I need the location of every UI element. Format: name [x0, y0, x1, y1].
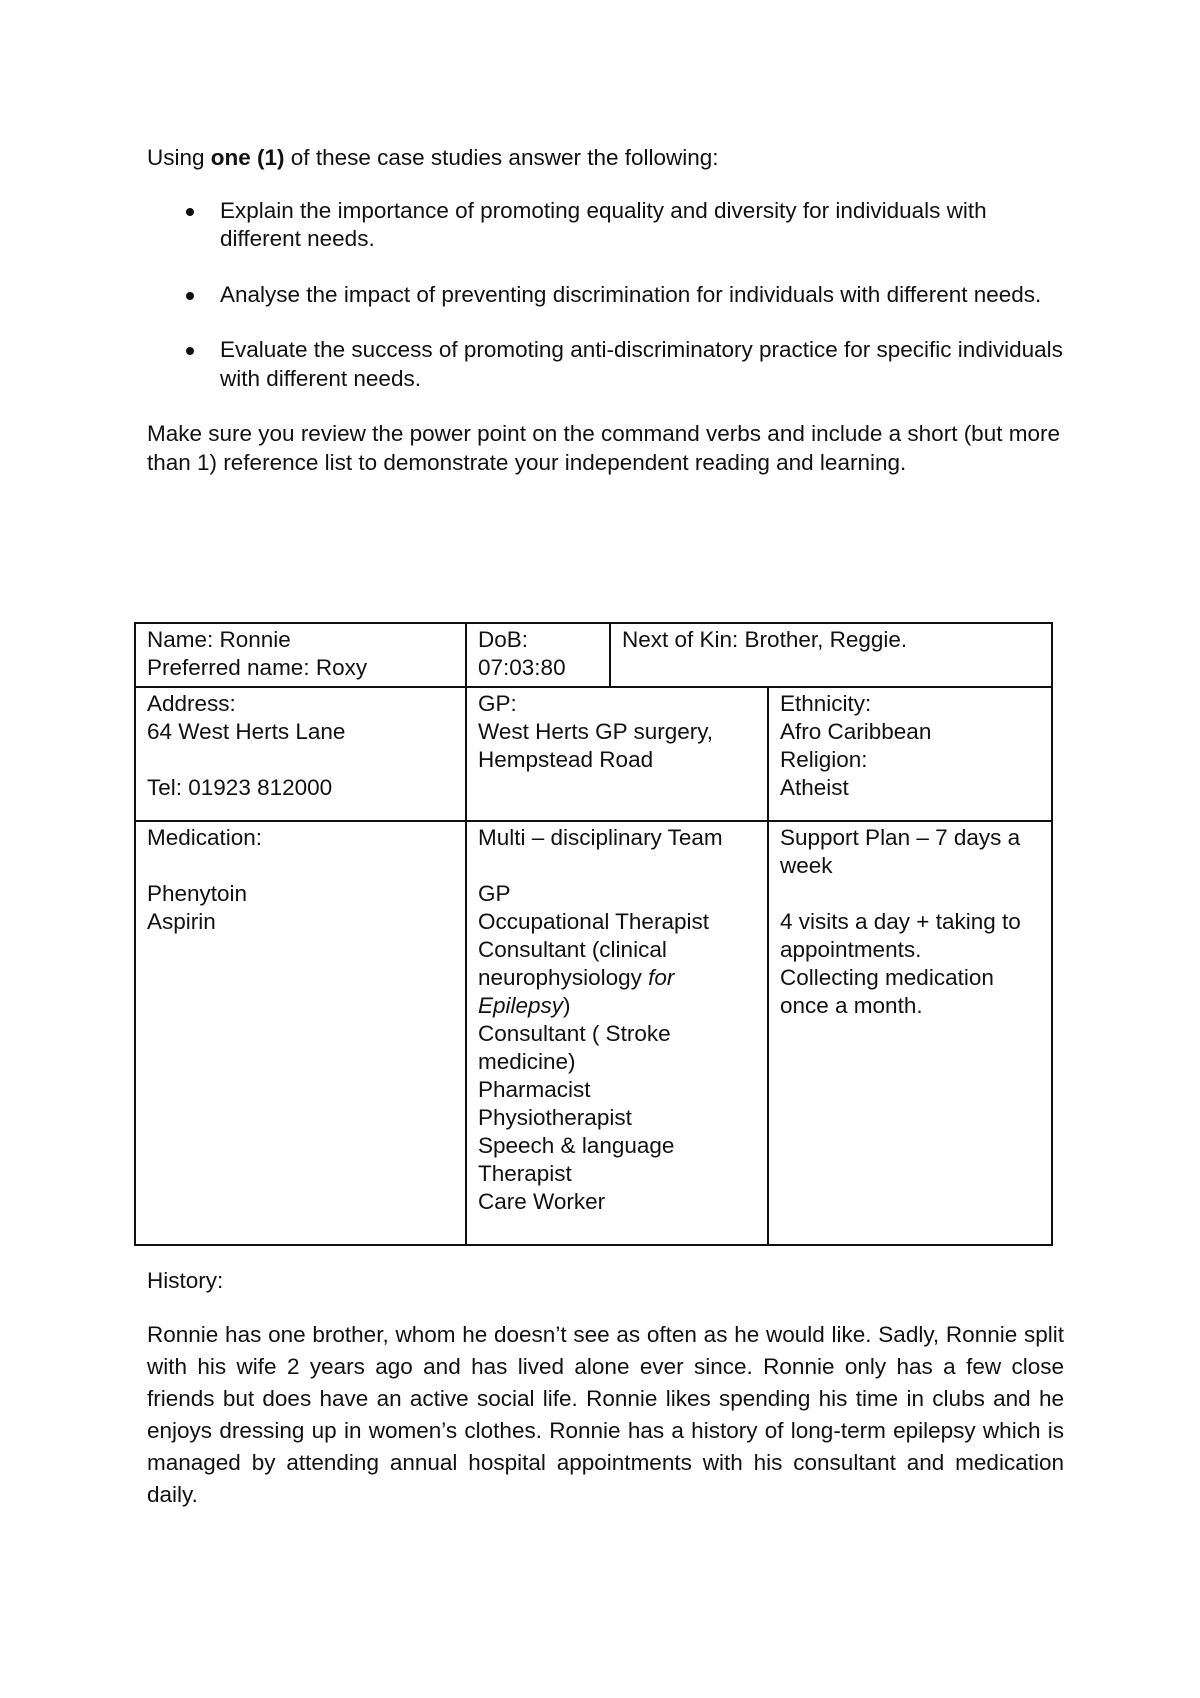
bullet-dot-icon: [186, 208, 194, 216]
review-instructions: Make sure you review the power point on the command verbs and include a short (but more than 1) reference list to demonstrate your independent reading and learning.: [147, 421, 1060, 475]
ethnicity-cell: Ethnicity: Afro Caribbean Religion: Atheist: [768, 687, 1052, 821]
gp-cell: GP: West Herts GP surgery, Hempstead Road: [466, 687, 768, 821]
task-item: Evaluate the success of promoting anti-discriminatory practice for specific individuals with different needs.: [147, 336, 1067, 393]
intro-line: Using one (1) of these case studies answer the following:: [147, 145, 719, 170]
task-list: [147, 197, 1067, 394]
case-study-table: [134, 622, 1053, 1246]
assignment-instructions: [147, 144, 1067, 477]
task-item: Analyse the impact of preventing discrimination for individuals with different needs.: [147, 281, 1067, 310]
next-of-kin-cell: Next of Kin: Brother, Reggie.: [610, 623, 1052, 687]
intro-emphasis: one (1): [210, 145, 285, 170]
history-paragraph: Ronnie has one brother, whom he doesn’t see as often as he would like. Sadly, Ronnie split with his wife 2 years ago and has lived alone ever since. Ronnie only has a few close friends but does have an active social life. Ronnie likes spending his time in clubs and he enjoys dressing up in women’s clothes. Ronnie has a history of long-term epilepsy which is managed by attending annual hospital appointments with his consultant and medication daily.: [147, 1322, 1064, 1507]
support-plan-cell: Support Plan – 7 days a week 4 visits a day + taking to appointments. Collecting medication once a month.: [768, 821, 1052, 1245]
bullet-dot-icon: [186, 292, 194, 300]
medication-cell: Medication: Phenytoin Aspirin: [135, 821, 466, 1245]
task-item: Explain the importance of promoting equality and diversity for individuals with different needs.: [147, 197, 1067, 254]
name-cell: Name: Ronnie Preferred name: Roxy: [135, 623, 466, 687]
table-row: [135, 821, 1052, 1245]
table-row: [135, 623, 1052, 687]
table-row: [135, 687, 1052, 821]
bullet-dot-icon: [186, 347, 194, 355]
address-cell: Address: 64 West Herts Lane Tel: 01923 812000: [135, 687, 466, 821]
mdt-consultant-epilepsy: Consultant (clinical neurophysiology for Epilepsy): [478, 937, 675, 1018]
history-section: [147, 1265, 1064, 1511]
dob-cell: DoB: 07:03:80: [466, 623, 610, 687]
mdt-cell: Multi – disciplinary Team GP Occupational Therapist Consultant (clinical neurophysiology for Epilepsy) Consultant ( Stroke medicine) Pharmacist Physiotherapist Speech & language Therapist Care Worker: [466, 821, 768, 1245]
history-heading: History:: [147, 1268, 224, 1293]
